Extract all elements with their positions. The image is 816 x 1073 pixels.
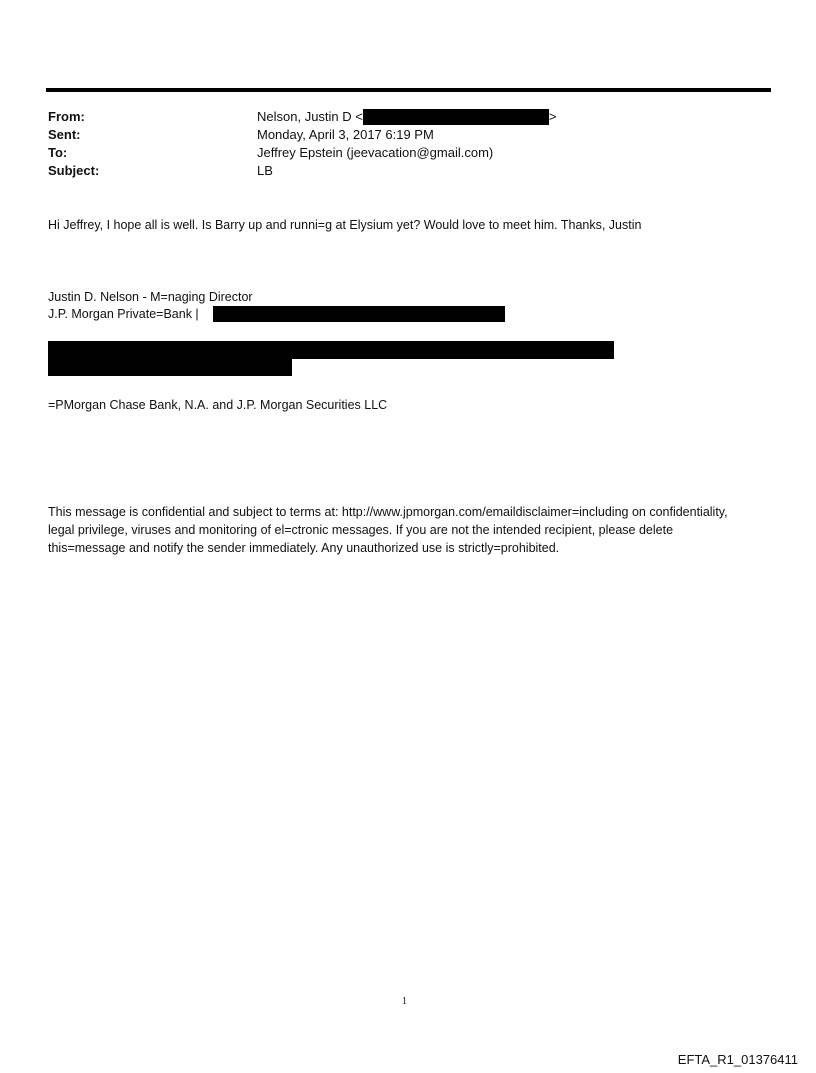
signature-legal-entity: =PMorgan Chase Bank, N.A. and J.P. Morgan Securities LLC — [48, 398, 388, 412]
subject-label: Subject: — [48, 163, 100, 178]
to-value: Jeffrey Epstein (jeevacation@gmail.com) — [257, 145, 494, 160]
from-label: From: — [48, 109, 85, 124]
from-name: Nelson, Justin D < — [257, 109, 363, 124]
document-id: EFTA_R1_01376411 — [677, 1052, 798, 1067]
message-body: Hi Jeffrey, I hope all is well. Is Barry up and runni=g at Elysium yet? Would love to meet him. Thanks, Justin — [48, 218, 642, 232]
page-number: 1 — [402, 996, 407, 1007]
from-bracket-close: > — [548, 109, 557, 124]
sent-value: Monday, April 3, 2017 6:19 PM — [257, 127, 434, 142]
signature-name-title: Justin D. Nelson - M=naging Director — [48, 290, 253, 304]
signature-company — [48, 305, 199, 323]
header-divider — [46, 88, 771, 92]
to-label: To: — [48, 145, 68, 160]
signature-company-label: J.P. Morgan Private=Bank | — [48, 307, 199, 321]
from-value — [257, 109, 556, 125]
subject-value: LB — [257, 163, 273, 178]
redaction-block-1 — [48, 341, 614, 359]
disclaimer-text: This message is confidential and subject to terms at: http://www.jpmorgan.com/emaildisclaimer=including on confidentiality, legal privilege, viruses and monitoring of el=ctronic messages. If you are not the intended recipient, please delete this=message and notify the sender immediately. Any unauthorized use is strictly=prohibited. — [48, 505, 728, 555]
redaction-signature-contact — [213, 306, 505, 322]
redaction-from-email — [363, 109, 549, 125]
redaction-block-2 — [48, 359, 292, 376]
sent-label: Sent: — [48, 127, 81, 142]
